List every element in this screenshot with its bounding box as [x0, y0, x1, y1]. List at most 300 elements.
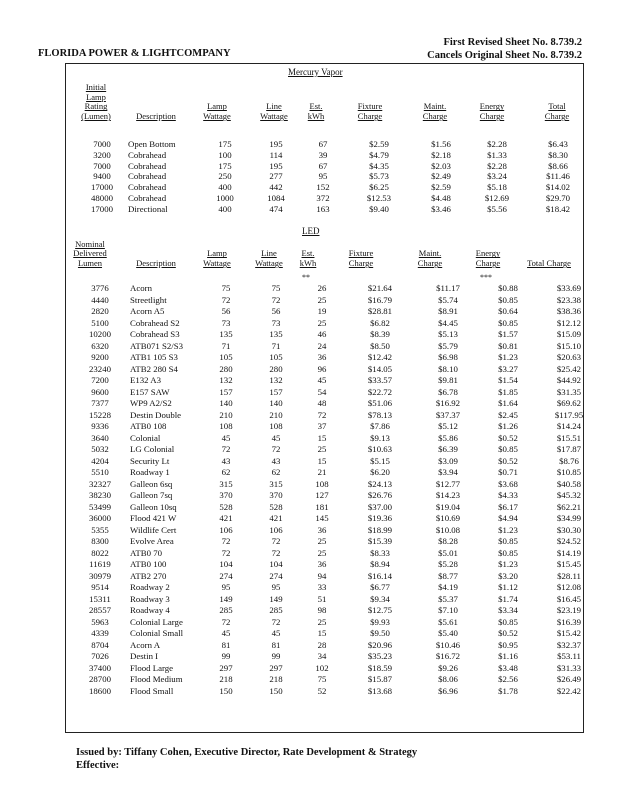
- mercury-header-fixture: [348, 102, 392, 122]
- mercury-cell-lamp-wattage: 1000: [216, 192, 234, 203]
- mercury-cell-line-wattage: 195: [269, 139, 283, 149]
- led-cell-fixture: $19.36: [367, 513, 393, 523]
- led-cell-description: Galleon 7sq: [130, 490, 173, 500]
- led-cell-lumen: 30979: [89, 570, 111, 581]
- led-row: [70, 421, 602, 433]
- led-cell-kwh: 181: [315, 501, 329, 512]
- led-row: [70, 444, 602, 456]
- led-cell-description: Cobrahead S3: [130, 329, 180, 339]
- mercury-cell-description: Directional: [128, 203, 168, 214]
- led-cell-line-wattage: 81: [271, 639, 281, 650]
- mercury-header-kwh: [303, 102, 329, 122]
- led-cell-energy: $4.33: [498, 490, 518, 500]
- led-cell-fixture: $18.99: [367, 524, 393, 535]
- led-cell-line-wattage: 140: [269, 398, 283, 408]
- mercury-header-fixture-line: Fixture: [357, 101, 383, 112]
- led-cell-kwh: 25: [317, 294, 327, 305]
- led-cell-energy: $4.94: [498, 513, 518, 523]
- mercury-cell-lumen: 7000: [93, 139, 111, 149]
- led-cell-kwh: 145: [315, 513, 329, 523]
- mercury-row: [76, 150, 590, 161]
- led-row: [70, 375, 602, 387]
- led-cell-total: $31.33: [556, 662, 582, 673]
- led-cell-maint: $10.46: [435, 639, 461, 650]
- led-row: [70, 571, 602, 583]
- led-header-lamp: [197, 249, 237, 269]
- mercury-cell-kwh: 39: [318, 149, 328, 160]
- led-cell-fixture: $78.13: [367, 409, 393, 420]
- led-row: [70, 318, 602, 330]
- led-cell-lamp-wattage: 274: [219, 570, 233, 581]
- led-cell-fixture: $9.13: [370, 432, 390, 443]
- mercury-cell-description: Cobrahead: [128, 192, 167, 203]
- led-row: [70, 663, 602, 675]
- led-cell-total: $26.49: [556, 674, 582, 684]
- led-cell-total: $16.39: [556, 616, 582, 627]
- led-cell-fixture: $10.63: [367, 444, 393, 454]
- led-cell-maint: $5.74: [438, 294, 458, 305]
- mercury-cell-total: $11.46: [546, 171, 570, 182]
- led-cell-maint: $3.09: [438, 455, 458, 466]
- led-header-line: [249, 249, 289, 269]
- mercury-header-lamp-line: Wattage: [203, 111, 231, 122]
- company-name: FLORIDA POWER & LIGHTCOMPANY: [38, 48, 231, 59]
- mercury-header-kwh-line: kWh: [307, 111, 325, 122]
- mercury-header-maint-line: Maint.: [423, 101, 447, 112]
- mercury-cell-kwh: 372: [316, 192, 330, 203]
- mercury-row: [76, 161, 590, 172]
- mercury-cell-fixture: $4.79: [369, 149, 389, 160]
- mercury-cell-energy: $5.18: [487, 182, 507, 193]
- mercury-cell-fixture: $6.25: [369, 182, 389, 193]
- mercury-cell-fixture: $5.73: [369, 171, 389, 182]
- led-cell-total: $15.09: [556, 329, 582, 339]
- led-cell-lamp-wattage: 104: [219, 559, 233, 569]
- led-cell-description: Flood Medium: [130, 674, 183, 684]
- led-row: [70, 525, 602, 537]
- led-cell-lumen: 15311: [89, 593, 111, 604]
- led-cell-line-wattage: 99: [271, 651, 281, 661]
- led-cell-energy: $0.85: [498, 294, 518, 305]
- led-cell-lumen: 2820: [91, 306, 109, 316]
- led-cell-fixture: $22.72: [367, 386, 393, 397]
- mercury-cell-energy: $3.24: [487, 171, 507, 182]
- led-cell-total: $15.42: [556, 628, 582, 638]
- led-cell-energy: $3.68: [498, 478, 518, 489]
- led-cell-energy: $0.81: [498, 340, 518, 351]
- led-cell-description: Acorn A: [130, 639, 161, 650]
- led-cell-lumen: 4339: [91, 628, 109, 638]
- led-cell-lamp-wattage: 72: [221, 616, 231, 627]
- led-header-lumen-line: Lumen: [77, 258, 103, 269]
- mercury-header-total-line: Total: [548, 101, 566, 112]
- led-cell-description: ATB0 108: [130, 421, 167, 431]
- led-cell-lamp-wattage: 150: [219, 685, 233, 696]
- mercury-header-line-line: Line: [266, 101, 282, 112]
- mercury-cell-lamp-wattage: 100: [218, 149, 232, 160]
- mercury-header-fixture-line: Charge: [357, 111, 383, 122]
- led-cell-lumen: 7200: [91, 375, 109, 385]
- led-cell-lamp-wattage: 105: [219, 352, 233, 362]
- led-cell-fixture: $9.50: [370, 628, 390, 638]
- led-row: [70, 329, 602, 341]
- mercury-header-maint: [416, 102, 454, 122]
- led-cell-fixture: $9.34: [370, 593, 390, 604]
- led-cell-fixture: $8.39: [370, 329, 390, 339]
- led-cell-lamp-wattage: 210: [219, 409, 233, 420]
- led-cell-kwh: 52: [317, 685, 327, 696]
- led-cell-fixture: $15.87: [367, 674, 393, 684]
- led-cell-kwh: 98: [317, 605, 327, 615]
- mercury-header-rating-line: Lamp: [86, 91, 106, 102]
- led-cell-maint: $8.10: [438, 363, 458, 374]
- led-cell-energy: $0.85: [498, 444, 518, 454]
- led-row: [70, 651, 602, 663]
- led-cell-maint: $5.13: [438, 329, 458, 339]
- mercury-cell-maint: $4.48: [431, 192, 451, 203]
- mercury-header-rating-line: Initial: [85, 81, 107, 92]
- led-cell-description: Flood 421 W: [130, 513, 177, 523]
- led-cell-description: ATB2 270: [130, 570, 167, 581]
- led-cell-kwh: 37: [317, 421, 327, 431]
- led-cell-energy: $3.48: [498, 662, 518, 673]
- led-cell-line-wattage: 315: [269, 478, 283, 489]
- led-cell-maint: $14.23: [435, 490, 461, 500]
- led-cell-energy: $1.54: [498, 375, 518, 385]
- led-cell-line-wattage: 157: [269, 386, 283, 397]
- led-cell-total: $23.38: [556, 294, 582, 305]
- led-cell-kwh: 24: [317, 340, 327, 351]
- led-cell-kwh: 72: [317, 409, 327, 420]
- mercury-cell-fixture: $2.59: [369, 139, 389, 149]
- led-cell-line-wattage: 210: [269, 409, 283, 420]
- led-row: [70, 364, 602, 376]
- led-cell-lumen: 7026: [91, 651, 109, 661]
- led-cell-maint: $6.96: [438, 685, 458, 696]
- led-header-lumen-line: Delivered: [73, 248, 107, 259]
- mercury-cell-lumen: 17000: [91, 203, 113, 214]
- led-cell-description: Destin I: [130, 651, 159, 661]
- led-cell-fixture: $33.57: [367, 375, 393, 385]
- led-cell-energy: $1.16: [498, 651, 518, 661]
- led-cell-description: Flood Small: [130, 685, 174, 696]
- led-cell-line-wattage: 95: [271, 582, 281, 592]
- led-cell-total: $33.69: [556, 283, 582, 293]
- mercury-header-energy: [472, 102, 512, 122]
- mercury-cell-lamp-wattage: 175: [218, 160, 232, 171]
- led-cell-kwh: 15: [317, 432, 327, 443]
- led-cell-lamp-wattage: 72: [221, 536, 231, 546]
- mercury-cell-energy: $2.28: [487, 139, 507, 149]
- mercury-cell-lumen: 48000: [91, 192, 113, 203]
- led-header-energy-line: Charge: [475, 258, 501, 269]
- led-row: [70, 628, 602, 640]
- led-header-maint-line: Maint.: [418, 248, 442, 259]
- led-cell-total: $53.11: [557, 651, 581, 661]
- led-cell-fixture: $5.15: [370, 455, 390, 466]
- led-cell-lumen: 3640: [91, 432, 109, 443]
- led-cell-lamp-wattage: 108: [219, 421, 233, 431]
- mercury-cell-lumen: 3200: [93, 149, 111, 160]
- led-cell-fixture: $12.42: [367, 352, 393, 362]
- led-cell-energy: $0.64: [498, 306, 518, 316]
- mercury-cell-total: $14.02: [545, 182, 571, 193]
- led-cell-fixture: $35.23: [367, 651, 393, 661]
- led-cell-lamp-wattage: 370: [219, 490, 233, 500]
- mercury-cell-maint: $2.18: [431, 149, 451, 160]
- mercury-cell-lamp-wattage: 400: [218, 182, 232, 193]
- led-header-line-line: Line: [261, 248, 277, 259]
- led-cell-description: ATB2 280 S4: [130, 363, 178, 374]
- led-cell-kwh: 36: [317, 352, 327, 362]
- mercury-cell-line-wattage: 1084: [267, 192, 285, 203]
- led-header-fixture: [340, 249, 382, 269]
- led-cell-line-wattage: 280: [269, 363, 283, 374]
- led-header-line-line: Wattage: [255, 258, 283, 269]
- led-cell-lumen: 10200: [89, 329, 111, 339]
- led-cell-lumen: 37400: [89, 662, 111, 673]
- led-cell-kwh: 127: [315, 490, 329, 500]
- led-cell-lamp-wattage: 43: [221, 455, 231, 466]
- led-cell-lamp-wattage: 56: [221, 306, 231, 316]
- led-cell-maint: $5.28: [438, 559, 458, 569]
- led-cell-total: $40.58: [556, 478, 582, 489]
- led-cell-energy: $1.23: [498, 524, 518, 535]
- led-row: [70, 674, 602, 686]
- led-cell-line-wattage: 105: [269, 352, 283, 362]
- led-cell-total: $15.45: [556, 559, 582, 569]
- mercury-cell-line-wattage: 474: [269, 203, 283, 214]
- led-cell-energy: $1.26: [498, 421, 518, 431]
- led-cell-description: ATB071 S2/S3: [130, 340, 184, 351]
- led-cell-maint: $12.77: [435, 478, 461, 489]
- mercury-cell-total: $18.42: [545, 203, 571, 214]
- led-cell-line-wattage: 72: [271, 547, 281, 558]
- mercury-header-description: [128, 112, 184, 122]
- led-cell-energy: $0.52: [498, 432, 518, 443]
- led-cell-total: $24.52: [556, 536, 582, 546]
- led-cell-maint: $5.86: [438, 432, 458, 443]
- mercury-cell-description: Open Bottom: [128, 139, 176, 149]
- led-cell-maint: $8.06: [438, 674, 458, 684]
- led-cell-fixture: $8.50: [370, 340, 390, 351]
- led-cell-total: $16.45: [556, 593, 582, 604]
- led-cell-energy: $0.85: [498, 536, 518, 546]
- led-cell-description: Streetlight: [130, 294, 167, 305]
- led-header-kwh: [296, 249, 320, 269]
- mercury-header-kwh-line: Est.: [309, 101, 323, 112]
- led-cell-description: LG Colonial: [130, 444, 175, 454]
- led-header-maint: [410, 249, 450, 269]
- led-cell-line-wattage: 71: [271, 340, 281, 351]
- led-cell-kwh: 33: [317, 582, 327, 592]
- led-cell-energy: $0.85: [498, 616, 518, 627]
- led-cell-lumen: 7377: [91, 398, 109, 408]
- led-cell-line-wattage: 45: [271, 432, 281, 443]
- led-cell-description: Roadway 2: [130, 582, 170, 592]
- led-cell-description: E132 A3: [130, 375, 162, 385]
- led-cell-maint: $6.98: [438, 352, 458, 362]
- led-cell-fixture: $6.20: [370, 467, 390, 477]
- sheet-revision: First Revised Sheet No. 8.739.2: [443, 37, 582, 48]
- led-cell-line-wattage: 45: [271, 628, 281, 638]
- mercury-cell-maint: $1.56: [431, 139, 451, 149]
- led-cell-kwh: 34: [317, 651, 327, 661]
- led-cell-maint: $6.78: [438, 386, 458, 397]
- led-cell-lumen: 28700: [89, 674, 111, 684]
- led-cell-description: Wildlife Cert: [130, 524, 177, 535]
- led-row: [70, 341, 602, 353]
- led-cell-maint: $5.40: [438, 628, 458, 638]
- led-cell-energy: $0.85: [498, 317, 518, 328]
- led-cell-fixture: $26.76: [367, 490, 393, 500]
- led-header-fixture-line: Fixture: [348, 248, 374, 259]
- mercury-cell-fixture: $12.53: [366, 192, 392, 203]
- mercury-cell-description: Cobrahead: [128, 149, 167, 160]
- mercury-cell-total: $6.43: [548, 139, 568, 149]
- led-cell-fixture: $16.14: [367, 570, 393, 581]
- led-cell-line-wattage: 285: [269, 605, 283, 615]
- led-row: [70, 283, 602, 295]
- led-row: [70, 398, 602, 410]
- led-cell-description: Security Lt: [130, 455, 170, 466]
- led-cell-fixture: $51.06: [367, 398, 393, 408]
- led-cell-total: $14.24: [556, 421, 582, 431]
- led-row: [70, 433, 602, 445]
- led-cell-fixture: $24.13: [367, 478, 393, 489]
- mercury-cell-kwh: 163: [316, 203, 330, 214]
- mercury-cell-energy: $5.56: [487, 203, 507, 214]
- led-cell-energy: $0.71: [498, 467, 518, 477]
- led-cell-fixture: $15.39: [367, 536, 393, 546]
- led-cell-total: $10.85: [556, 467, 582, 477]
- mercury-cell-line-wattage: 277: [269, 171, 283, 182]
- mercury-cell-kwh: 152: [316, 182, 330, 193]
- mercury-header-rating: [76, 83, 116, 122]
- issued-by: Issued by: Tiffany Cohen, Executive Director, Rate Development & Strategy: [76, 747, 418, 758]
- led-cell-line-wattage: 72: [271, 616, 281, 627]
- mercury-cell-line-wattage: 442: [269, 182, 283, 193]
- mercury-cell-kwh: 95: [318, 171, 328, 182]
- led-cell-energy: $1.12: [498, 582, 518, 592]
- led-cell-energy: $1.78: [498, 685, 518, 696]
- led-header-kwh-line: kWh: [299, 258, 317, 269]
- led-cell-line-wattage: 108: [269, 421, 283, 431]
- led-cell-line-wattage: 56: [271, 306, 281, 316]
- led-cell-lumen: 38230: [89, 490, 111, 500]
- led-cell-fixture: $9.93: [370, 616, 390, 627]
- led-cell-description: Roadway 4: [130, 605, 170, 615]
- led-cell-lamp-wattage: 62: [221, 467, 231, 477]
- led-cell-fixture: $8.94: [370, 559, 390, 569]
- led-cell-kwh: 51: [317, 593, 327, 604]
- mercury-header-total: [536, 102, 578, 122]
- led-cell-line-wattage: 106: [269, 524, 283, 535]
- led-cell-energy: $0.52: [498, 628, 518, 638]
- led-cell-total: $32.37: [556, 639, 582, 650]
- mercury-cell-lumen: 9400: [93, 171, 111, 182]
- led-cell-energy: $0.95: [498, 639, 518, 650]
- mercury-row: [76, 139, 590, 150]
- led-cell-kwh: 36: [317, 524, 327, 535]
- led-cell-energy: $6.17: [498, 501, 518, 512]
- led-cell-fixture: $12.75: [367, 605, 393, 615]
- mercury-cell-maint: $2.59: [431, 182, 451, 193]
- led-row: [70, 387, 602, 399]
- led-cell-lamp-wattage: 140: [219, 398, 233, 408]
- led-cell-total: $14.19: [556, 547, 582, 558]
- led-cell-lamp-wattage: 72: [221, 547, 231, 558]
- led-cell-kwh: 15: [317, 455, 327, 466]
- mercury-cell-total: $8.66: [548, 160, 568, 171]
- mercury-cell-lamp-wattage: 250: [218, 171, 232, 182]
- mercury-cell-lamp-wattage: 175: [218, 139, 232, 149]
- led-cell-lamp-wattage: 135: [219, 329, 233, 339]
- led-cell-total: $34.99: [556, 513, 582, 523]
- led-cell-kwh: 45: [317, 375, 327, 385]
- led-cell-maint: $10.08: [435, 524, 461, 535]
- led-cell-lamp-wattage: 99: [221, 651, 231, 661]
- led-cell-total: $30.30: [556, 524, 582, 535]
- led-cell-lamp-wattage: 72: [221, 294, 231, 305]
- mercury-cell-description: Cobrahead: [128, 171, 167, 182]
- led-cell-energy: $2.45: [498, 409, 518, 420]
- led-cell-lamp-wattage: 149: [219, 593, 233, 604]
- led-row: [70, 582, 602, 594]
- led-cell-kwh: 25: [317, 547, 327, 558]
- mercury-row: [76, 204, 590, 215]
- led-cell-lumen: 18600: [89, 685, 111, 696]
- sheet-cancels: Cancels Original Sheet No. 8.739.2: [427, 50, 582, 61]
- led-cell-line-wattage: 218: [269, 674, 283, 684]
- led-cell-line-wattage: 62: [271, 467, 281, 477]
- led-header-energy-line: Energy: [475, 248, 501, 259]
- led-row: [70, 467, 602, 479]
- led-cell-kwh: 28: [317, 639, 327, 650]
- led-cell-description: E157 SAW: [130, 386, 170, 397]
- led-cell-total: $31.35: [556, 386, 582, 397]
- led-cell-line-wattage: 370: [269, 490, 283, 500]
- mercury-header-line: [254, 102, 294, 122]
- mercury-cell-energy: $1.33: [487, 149, 507, 160]
- led-cell-energy: $3.34: [498, 605, 518, 615]
- led-cell-description: Destin Double: [130, 409, 182, 420]
- led-cell-total: $25.42: [556, 363, 582, 374]
- led-cell-lumen: 5100: [91, 317, 109, 328]
- led-cell-lumen: 9514: [91, 582, 109, 592]
- led-cell-lumen: 11619: [89, 559, 111, 569]
- led-cell-line-wattage: 274: [269, 570, 283, 581]
- led-cell-energy: $2.56: [498, 674, 518, 684]
- led-cell-lumen: 8704: [91, 639, 109, 650]
- mercury-header-lamp: [196, 102, 238, 122]
- led-cell-maint: $7.10: [438, 605, 458, 615]
- led-cell-lumen: 9336: [91, 421, 109, 431]
- led-cell-lumen: 5032: [91, 444, 109, 454]
- mercury-cell-line-wattage: 195: [269, 160, 283, 171]
- led-cell-kwh: 25: [317, 616, 327, 627]
- mercury-cell-kwh: 67: [318, 160, 328, 171]
- led-row: [70, 548, 602, 560]
- led-cell-lamp-wattage: 72: [221, 444, 231, 454]
- led-cell-description: ATB0 100: [130, 559, 167, 569]
- led-cell-lumen: 4204: [91, 455, 109, 466]
- led-cell-kwh: 48: [317, 398, 327, 408]
- led-cell-energy: $1.85: [498, 386, 518, 397]
- led-cell-total: $45.32: [556, 490, 582, 500]
- led-cell-maint: $8.28: [438, 536, 458, 546]
- led-cell-energy: $0.52: [498, 455, 518, 466]
